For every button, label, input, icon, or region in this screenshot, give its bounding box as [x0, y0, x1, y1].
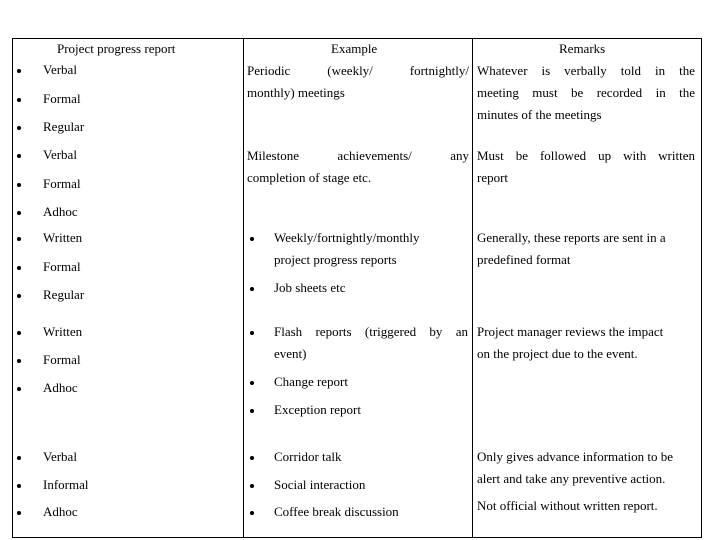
report-type-formal: Formal [43, 259, 81, 274]
example-text: Weekly/fortnightly/monthly [274, 230, 420, 245]
bullet-icon [17, 331, 21, 335]
table-top-border [12, 38, 702, 39]
bullet-icon [17, 69, 21, 73]
table-right-border [701, 38, 702, 538]
example-text: Periodic (weekly/ fortnightly/ [247, 63, 469, 78]
table-bottom-border [12, 537, 702, 538]
example-text: Milestone achievements/ any [247, 148, 469, 163]
bullet-icon [17, 387, 21, 391]
bullet-icon [17, 294, 21, 298]
example-text: Flash reports (triggered by an [274, 324, 468, 339]
bullet-icon [17, 211, 21, 215]
report-type-written: Written [43, 230, 83, 245]
report-type-regular: Regular [43, 119, 85, 134]
report-type-formal: Formal [43, 176, 81, 191]
bullet-icon [250, 237, 254, 241]
remarks-text: Not official without written report. [477, 498, 658, 513]
remarks-text: Whatever is verbally told in the [477, 63, 695, 78]
bullet-icon [17, 154, 21, 158]
remarks-text: minutes of the meetings [477, 107, 602, 122]
example-text: event) [274, 346, 307, 361]
table-left-border [12, 38, 13, 538]
example-text: Corridor talk [274, 449, 342, 464]
report-type-regular: Regular [43, 287, 85, 302]
remarks-text: on the project due to the event. [477, 346, 638, 361]
example-text: Job sheets etc [274, 280, 346, 295]
bullet-icon [17, 456, 21, 460]
remarks-text: alert and take any preventive action. [477, 471, 666, 486]
remarks-text: Generally, these reports are sent in a [477, 230, 666, 245]
column-divider-1 [243, 38, 244, 538]
report-type-formal: Formal [43, 352, 81, 367]
bullet-icon [17, 266, 21, 270]
header-example: Example [331, 41, 378, 56]
bullet-icon [250, 511, 254, 515]
report-type-verbal: Verbal [43, 147, 77, 162]
remarks-text: Must be followed up with written [477, 148, 695, 163]
remarks-text: Project manager reviews the impact [477, 324, 664, 339]
report-type-informal: Informal [43, 477, 89, 492]
report-type-written: Written [43, 324, 83, 339]
remarks-text: predefined format [477, 252, 571, 267]
bullet-icon [17, 484, 21, 488]
report-type-verbal: Verbal [43, 449, 77, 464]
example-text: Coffee break discussion [274, 504, 399, 519]
bullet-icon [17, 237, 21, 241]
example-text: Social interaction [274, 477, 366, 492]
bullet-icon [250, 456, 254, 460]
bullet-icon [17, 511, 21, 515]
bullet-icon [17, 98, 21, 102]
header-project-progress-report: Project progress report [57, 41, 176, 56]
report-type-adhoc: Adhoc [43, 380, 78, 395]
bullet-icon [17, 126, 21, 130]
example-text: project progress reports [274, 252, 397, 267]
example-text: Change report [274, 374, 349, 389]
column-divider-2 [472, 38, 473, 538]
bullet-icon [250, 287, 254, 291]
example-text: Exception report [274, 402, 361, 417]
remarks-text: meeting must be recorded in the [477, 85, 695, 100]
report-type-adhoc: Adhoc [43, 204, 78, 219]
bullet-icon [250, 331, 254, 335]
report-type-adhoc: Adhoc [43, 504, 78, 519]
bullet-icon [250, 409, 254, 413]
example-text: completion of stage etc. [247, 170, 372, 185]
bullet-icon [250, 381, 254, 385]
example-text: monthly) meetings [247, 85, 345, 100]
report-type-formal: Formal [43, 91, 81, 106]
remarks-text: report [477, 170, 509, 185]
bullet-icon [17, 359, 21, 363]
remarks-text: Only gives advance information to be [477, 449, 674, 464]
bullet-icon [250, 484, 254, 488]
bullet-icon [17, 183, 21, 187]
report-type-verbal: Verbal [43, 62, 77, 77]
header-remarks: Remarks [559, 41, 606, 56]
